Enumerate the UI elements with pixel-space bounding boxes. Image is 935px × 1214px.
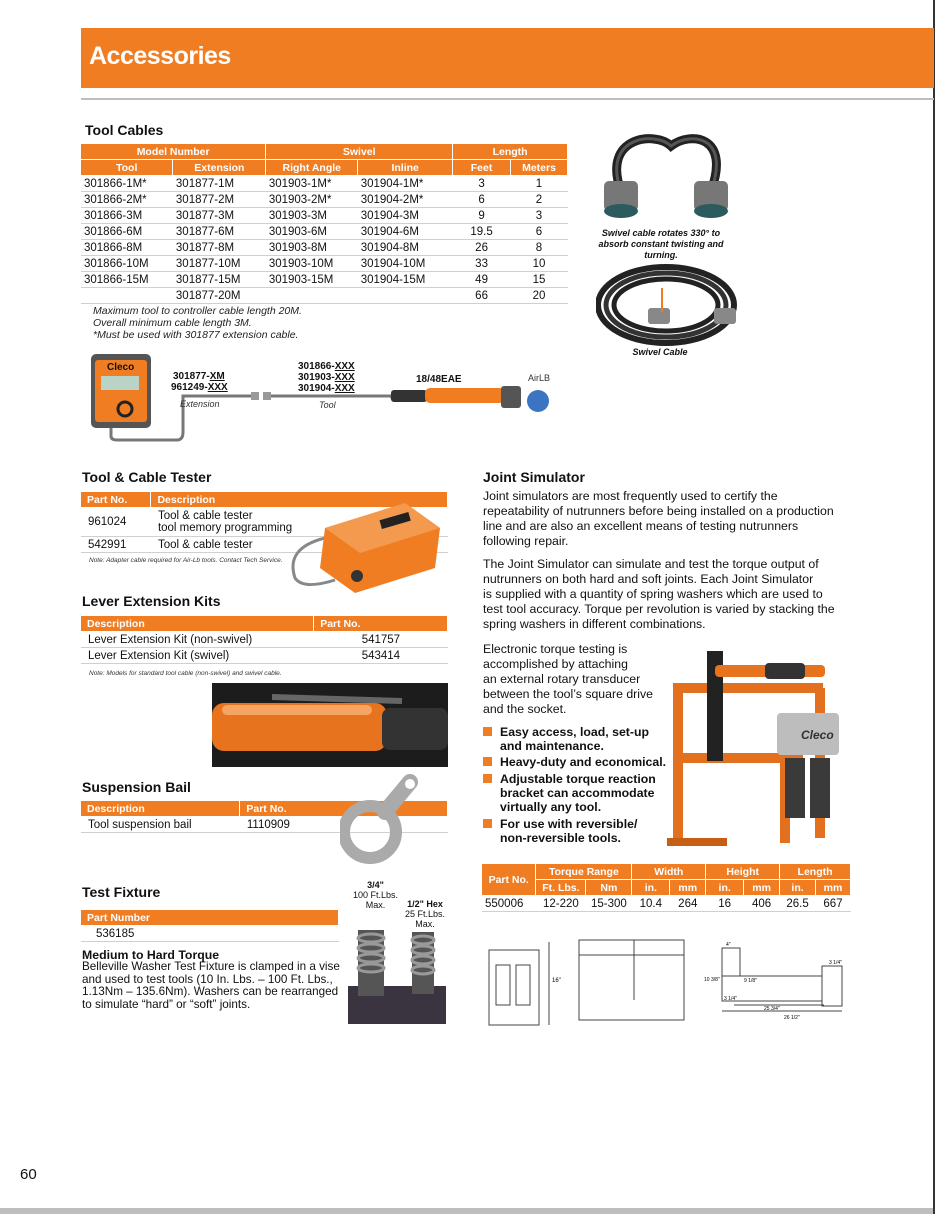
- table-row: Lever Extension Kit (swivel) 543414: [81, 648, 448, 664]
- column-header: Feet: [453, 160, 511, 176]
- dim-label: 3 1/4": [829, 960, 842, 966]
- lever-extension-note: Note: Models for standard tool cable (non-swivel) and swivel cable.: [89, 670, 282, 677]
- joint-simulator-image: [665, 643, 855, 848]
- table-cell: 301877-10M: [173, 256, 266, 272]
- column-header: in.: [706, 880, 744, 896]
- swivel-cable-caption: Swivel Cable: [632, 347, 688, 357]
- table-cell: [81, 288, 173, 304]
- column-header: Ft. Lbs.: [536, 880, 586, 896]
- table-cell: 49: [453, 272, 511, 288]
- tester-note: Note: Adapter cable required for Air-Lb tools. Contact Tech Service.: [89, 557, 283, 564]
- table-cell: 6: [511, 224, 568, 240]
- test-fixture-body: Belleville Washer Test Fixture is clamped in a vise and used to test tools (10 In. Lbs. – 100 Ft. Lbs., 1.13Nm – 135.6Nm). Washers can be rearranged to simulate “hard” or “soft” joints.: [82, 960, 340, 1011]
- tool-cables-table: [81, 144, 568, 304]
- table-cell: 20: [511, 288, 568, 304]
- table-row: [81, 176, 568, 192]
- fixture-label-right: 1/2" Hex 25 Ft.Lbs. Max.: [404, 899, 446, 929]
- table-cell: 301904-3M: [358, 208, 453, 224]
- extension-label: Extension: [180, 399, 220, 409]
- column-header: Description: [151, 492, 448, 508]
- simulator-front-drawing: [484, 930, 694, 1030]
- table-cell: 301877-6M: [173, 224, 266, 240]
- table-cell: 26: [453, 240, 511, 256]
- table-row: 550006 12-220 15-300 10.4 264 16 406 26.5 667: [482, 896, 851, 912]
- tool-model-label: 18/48EAE: [416, 374, 462, 385]
- test-fixture-table: [81, 910, 339, 942]
- table-cell: 33: [453, 256, 511, 272]
- column-header: Tool: [81, 160, 173, 176]
- test-fixture-subtitle: Medium to Hard Torque: [82, 948, 220, 962]
- tool-cable-tester-title: Tool & Cable Tester: [82, 469, 212, 485]
- table-cell: 301877-8M: [173, 240, 266, 256]
- group-header: Height: [706, 864, 780, 880]
- page-number: 60: [20, 1166, 37, 1183]
- group-header: Length: [453, 144, 568, 160]
- table-cell: 8: [511, 240, 568, 256]
- table-row: 961024 Tool & cable tester tool memory programming: [81, 508, 448, 537]
- table-cell: 6: [453, 192, 511, 208]
- header-divider: [81, 98, 934, 100]
- table-row: [81, 256, 568, 272]
- table-cell: 301904-1M*: [358, 176, 453, 192]
- table-row: [81, 240, 568, 256]
- table-cell: 301866-10M: [81, 256, 173, 272]
- table-cell: 10: [511, 256, 568, 272]
- table-cell: 301904-15M: [358, 272, 453, 288]
- table-cell: 301903-6M: [266, 224, 358, 240]
- lever-extension-title: Lever Extension Kits: [82, 593, 221, 609]
- lever-extension-image: [212, 683, 448, 767]
- table-cell: 3: [511, 208, 568, 224]
- dim-label: 9 1/8": [744, 978, 757, 984]
- cable-connection-diagram: [81, 350, 568, 450]
- table-cell: 301904-2M*: [358, 192, 453, 208]
- suspension-bail-image: [340, 772, 425, 864]
- column-header: in.: [632, 880, 670, 896]
- table-row: Lever Extension Kit (non-swivel) 541757: [81, 632, 448, 648]
- table-cell: 66: [453, 288, 511, 304]
- table-cell: 301866-2M*: [81, 192, 173, 208]
- group-header: Swivel: [266, 144, 453, 160]
- simulator-top-drawing: [704, 936, 849, 1022]
- column-header: Inline: [358, 160, 453, 176]
- table-cell: 301877-1M: [173, 176, 266, 192]
- table-row: 542991 Tool & cable tester: [81, 537, 448, 553]
- table-cell: 301903-8M: [266, 240, 358, 256]
- column-header: Part No.: [81, 492, 151, 508]
- section-banner: [81, 28, 934, 88]
- group-header: Part No.: [482, 864, 536, 896]
- table-cell: 301866-6M: [81, 224, 173, 240]
- table-row: [81, 208, 568, 224]
- column-header: Nm: [586, 880, 632, 896]
- tool-part-3: 301904-XXX: [298, 383, 355, 394]
- table-cell: 301866-3M: [81, 208, 173, 224]
- column-header: Part No.: [240, 801, 448, 817]
- lever-extension-table: [81, 616, 448, 664]
- group-header: Width: [632, 864, 706, 880]
- page-bottom-edge: [0, 1208, 935, 1214]
- test-fixture-image: [346, 924, 450, 1026]
- table-row: [81, 288, 568, 304]
- dim-label: 25 3/4": [764, 1006, 780, 1012]
- column-header: Part No.: [314, 616, 448, 632]
- column-header: Extension: [173, 160, 266, 176]
- extension-part-1: 301877-XM: [173, 371, 225, 382]
- dim-label: 26 1/2": [784, 1015, 800, 1021]
- table-cell: 301903-15M: [266, 272, 358, 288]
- table-cell: 301866-8M: [81, 240, 173, 256]
- joint-simulator-table: [482, 864, 851, 912]
- column-header: Meters: [511, 160, 568, 176]
- table-cell: [358, 288, 453, 304]
- table-cell: 301903-10M: [266, 256, 358, 272]
- dim-label: 3 1/4": [724, 996, 737, 1002]
- column-header: Part Number: [81, 910, 339, 926]
- table-cell: 301866-1M*: [81, 176, 173, 192]
- tool-cables-title: Tool Cables: [85, 122, 164, 138]
- feature-bullet: Adjustable torque reaction bracket can accommodate virtually any tool.: [483, 772, 656, 814]
- column-header: in.: [780, 880, 816, 896]
- table-cell: 301877-3M: [173, 208, 266, 224]
- table-cell: 301903-3M: [266, 208, 358, 224]
- table-cell: 15: [511, 272, 568, 288]
- column-header: Description: [81, 801, 240, 817]
- table-cell: 301904-8M: [358, 240, 453, 256]
- joint-simulator-para-1: Joint simulators are most frequently used to certify the repeatability of nutrunners before being installed on a production line and are also an excellent means of testing nutrunners following repair.: [483, 489, 834, 548]
- table-cell: 301866-15M: [81, 272, 173, 288]
- joint-simulator-title: Joint Simulator: [483, 469, 585, 485]
- table-row: [81, 272, 568, 288]
- table-cell: 301877-15M: [173, 272, 266, 288]
- simulator-brand: Cleco: [801, 728, 834, 742]
- table-row: [81, 224, 568, 240]
- table-row: 536185: [81, 926, 339, 942]
- feature-bullet: Easy access, load, set-up and maintenance.: [483, 725, 649, 753]
- table-cell: 3: [453, 176, 511, 192]
- fixture-label-left: 3/4" 100 Ft.Lbs. Max.: [352, 880, 399, 910]
- table-cell: 9: [453, 208, 511, 224]
- table-cell: 301904-6M: [358, 224, 453, 240]
- table-cell: [266, 288, 358, 304]
- swivel-cable-image: [596, 260, 741, 350]
- controller-brand: Cleco: [107, 362, 135, 373]
- feature-bullet: Heavy-duty and economical.: [483, 755, 666, 769]
- column-header: Right Angle: [266, 160, 358, 176]
- table-cell: 301903-1M*: [266, 176, 358, 192]
- table-row: Tool suspension bail 1110909: [81, 817, 448, 833]
- dim-label: 4": [726, 942, 731, 948]
- table-cell: 301903-2M*: [266, 192, 358, 208]
- feature-bullet: For use with reversible/ non-reversible tools.: [483, 817, 637, 845]
- table-cell: 301904-10M: [358, 256, 453, 272]
- column-header: mm: [670, 880, 706, 896]
- joint-simulator-para-2: The Joint Simulator can simulate and test the torque output of nutrunners on both hard and soft joints. Each Joint Simulator is supplied with a quantity of spring washers which are used to test tool accuracy. Torque per revolution is varied by stacking the spring washers in different combinations.: [483, 557, 835, 631]
- table-cell: 2: [511, 192, 568, 208]
- table-row: [81, 192, 568, 208]
- suspension-bail-title: Suspension Bail: [82, 779, 191, 795]
- straight-cable-image: [596, 126, 736, 226]
- tool-label: Tool: [319, 400, 336, 410]
- airlb-label: AirLB: [528, 373, 551, 383]
- table-cell: 19.5: [453, 224, 511, 240]
- group-header: Model Number: [81, 144, 266, 160]
- swivel-rotate-caption: Swivel cable rotates 330° to absorb constant twisting and turning.: [598, 228, 724, 260]
- table-cell: 301877-2M: [173, 192, 266, 208]
- column-header: mm: [816, 880, 851, 896]
- dim-label: 16": [552, 978, 561, 984]
- tool-part-2: 301903-XXX: [298, 372, 355, 383]
- table-cell: 1: [511, 176, 568, 192]
- column-header: Description: [81, 616, 314, 632]
- column-header: mm: [744, 880, 780, 896]
- dim-label: 10 3/8": [704, 977, 720, 983]
- group-header: Length: [780, 864, 851, 880]
- page-title: Accessories: [89, 42, 231, 70]
- tester-device-image: [285, 498, 445, 598]
- tool-cables-notes: Maximum tool to controller cable length 20M. Overall minimum cable length 3M. *Must be used with 301877 extension cable.: [93, 305, 302, 341]
- extension-part-2: 961249-XXX: [171, 382, 228, 393]
- table-cell: 301877-20M: [173, 288, 266, 304]
- group-header: Torque Range: [536, 864, 632, 880]
- test-fixture-title: Test Fixture: [82, 884, 161, 900]
- tool-part-1: 301866-XXX: [298, 361, 355, 372]
- joint-simulator-para-3: Electronic torque testing is accomplished by attaching an external rotary transducer between the tool’s square drive and the socket.: [483, 642, 653, 716]
